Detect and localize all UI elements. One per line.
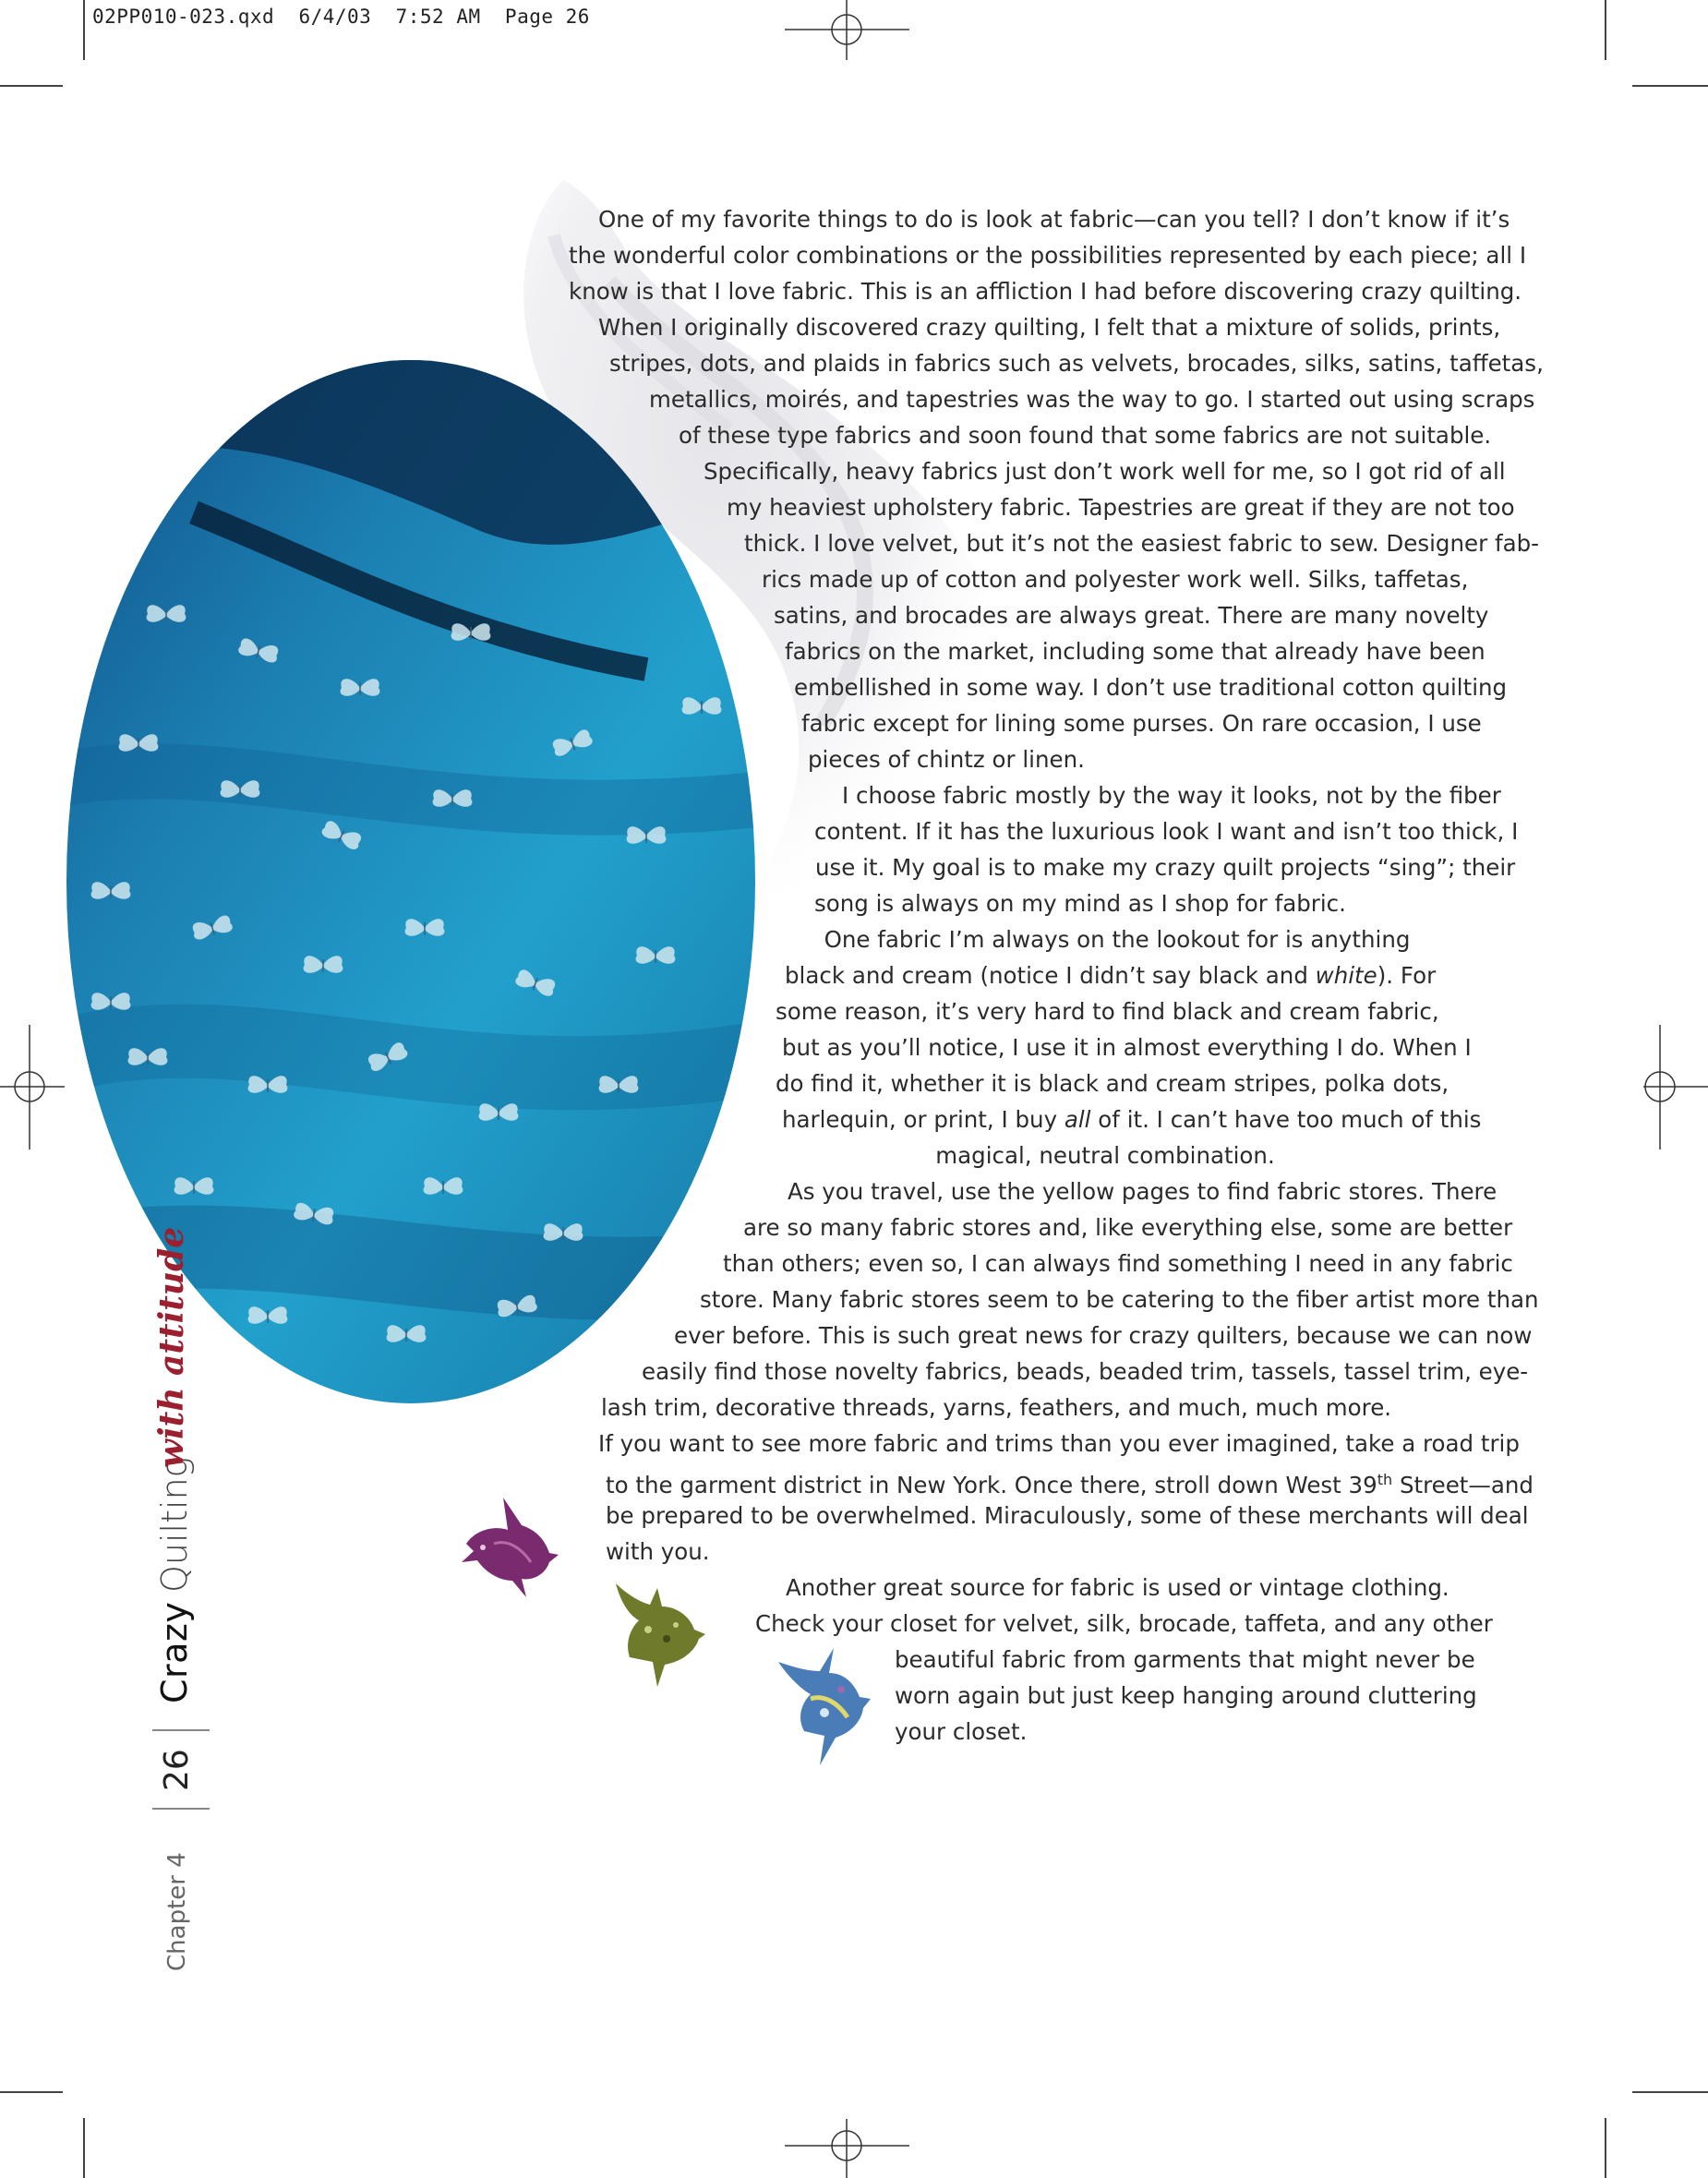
text-line: your closet. <box>895 1718 1028 1745</box>
text-line <box>782 1101 1482 1137</box>
divider <box>152 1808 210 1810</box>
text-line: stripes, dots, and plaids in fabrics such as velvets, brocades, silks, satins, taffetas, <box>609 350 1544 377</box>
text-line: easily find those novelty fabrics, beads, beaded trim, tassels, tassel trim, eye- <box>642 1358 1529 1385</box>
text-line: satins, and brocades are always great. There are many novelty <box>774 602 1489 629</box>
text-line: thick. I love velvet, but it’s not the easiest fabric to sew. Designer fab- <box>744 530 1539 557</box>
text-line: be prepared to be overwhelmed. Miraculously, some of these merchants will deal <box>606 1502 1529 1529</box>
text-line: than others; even so, I can always find something I need in any fabric <box>723 1250 1513 1277</box>
text-line-part: but as you’ll notice, I use it in almost everything I do. When I <box>782 1034 1472 1061</box>
text-line: If you want to see more fabric and trims than you ever imagined, take a road trip <box>598 1430 1520 1457</box>
text-line <box>776 993 1439 1029</box>
text-line: with you. <box>606 1538 710 1565</box>
text-line: lash trim, decorative threads, yarns, feathers, and much, much more. <box>601 1394 1392 1421</box>
running-head <box>152 863 208 1971</box>
superscript-text: th <box>1377 1471 1393 1488</box>
text-line: the wonderful color combinations or the possibilities represented by each piece; all I <box>569 242 1527 269</box>
text-line: song is always on my mind as I shop for fabric. <box>814 890 1346 917</box>
text-line: worn again but just keep hanging around cluttering <box>895 1682 1477 1709</box>
text-line: my heaviest upholstery fabric. Tapestries are great if they are not too <box>727 494 1515 521</box>
book-title-light: Quilting <box>154 1456 195 1593</box>
slug-time: 7:52 AM <box>395 6 481 28</box>
blue-bird-icon <box>769 1643 875 1768</box>
slug-date: 6/4/03 <box>298 6 372 28</box>
emphasis-text: white <box>1315 962 1377 989</box>
text-line <box>782 1137 1428 1173</box>
slug-page: Page 26 <box>504 6 590 28</box>
slug-file: 02PP010-023.qxd <box>92 6 275 28</box>
text-line: fabric except for lining some purses. On rare occasion, I use <box>801 710 1482 737</box>
text-line: know is that I love fabric. This is an affliction I had before discovering crazy quilting. <box>569 278 1522 305</box>
text-line: When I originally discovered crazy quilting, I felt that a mixture of solids, prints, <box>598 314 1501 341</box>
text-line-part: to the garment district in New York. Once there, stroll down West 39 <box>606 1472 1377 1499</box>
text-line <box>782 1029 1472 1065</box>
text-line: beautiful fabric from garments that might never be <box>895 1646 1475 1673</box>
book-title-script: with attitude <box>152 1226 191 1468</box>
chapter-label: Chapter 4 <box>163 1852 191 1971</box>
text-line: Check your closet for velvet, silk, brocade, taffeta, and any other <box>755 1610 1493 1637</box>
text-line: Another great source for fabric is used or vintage clothing. <box>786 1574 1449 1601</box>
text-line: embellished in some way. I don’t use traditional cotton quilting <box>794 674 1508 701</box>
text-line: pieces of chintz or linen. <box>808 746 1085 773</box>
text-line-part: black and cream (notice I didn’t say black and <box>785 962 1316 989</box>
text-line: are so many fabric stores and, like everything else, some are better <box>743 1214 1513 1241</box>
text-line <box>785 957 1437 993</box>
text-line <box>776 1065 1449 1101</box>
text-line-part: of it. I can’t have too much of this <box>1090 1106 1482 1133</box>
page-number: 26 <box>158 1749 196 1791</box>
text-line-part: do find it, whether it is black and cream stripes, polka dots, <box>776 1070 1449 1097</box>
text-line-part: ). For <box>1377 962 1437 989</box>
text-line: One of my favorite things to do is look at fabric—can you tell? I don’t know if it’s <box>598 206 1510 233</box>
text-line: metallics, moirés, and tapestries was the way to go. I started out using scraps <box>649 386 1535 413</box>
text-line: content. If it has the luxurious look I want and isn’t too thick, I <box>814 818 1519 845</box>
text-line: fabrics on the market, including some that already have been <box>785 638 1485 665</box>
text-line: As you travel, use the yellow pages to find fabric stores. There <box>788 1178 1498 1205</box>
text-line: Specifically, heavy fabrics just don’t work well for me, so I got rid of all <box>704 458 1506 485</box>
text-line-part: Street—and <box>1392 1472 1534 1499</box>
text-line <box>794 921 1440 957</box>
text-line: store. Many fabric stores seem to be catering to the fiber artist more than <box>700 1286 1539 1313</box>
text-line-part: magical, neutral combination. <box>935 1142 1275 1169</box>
text-line: of these type fabrics and soon found that some fabrics are not suitable. <box>679 422 1492 449</box>
text-line-part: some reason, it’s very hard to find black and cream fabric, <box>776 998 1439 1025</box>
text-line: rics made up of cotton and polyester work well. Silks, taffetas, <box>762 566 1469 593</box>
text-line: use it. My goal is to make my crazy quilt projects “sing”; their <box>815 854 1516 881</box>
text-line-part: harlequin, or print, I buy <box>782 1106 1064 1133</box>
emphasis-text: all <box>1064 1106 1091 1133</box>
text-line-part: One fabric I’m always on the lookout for is anything <box>824 926 1411 953</box>
purple-bird-icon <box>457 1488 563 1599</box>
book-title-bold: Crazy <box>154 1601 195 1703</box>
text-line: ever before. This is such great news for crazy quilters, because we can now <box>674 1322 1533 1349</box>
text-line: I choose fabric mostly by the way it looks, not by the fiber <box>842 782 1501 809</box>
green-bird-icon <box>602 1574 708 1690</box>
divider <box>152 1729 210 1731</box>
